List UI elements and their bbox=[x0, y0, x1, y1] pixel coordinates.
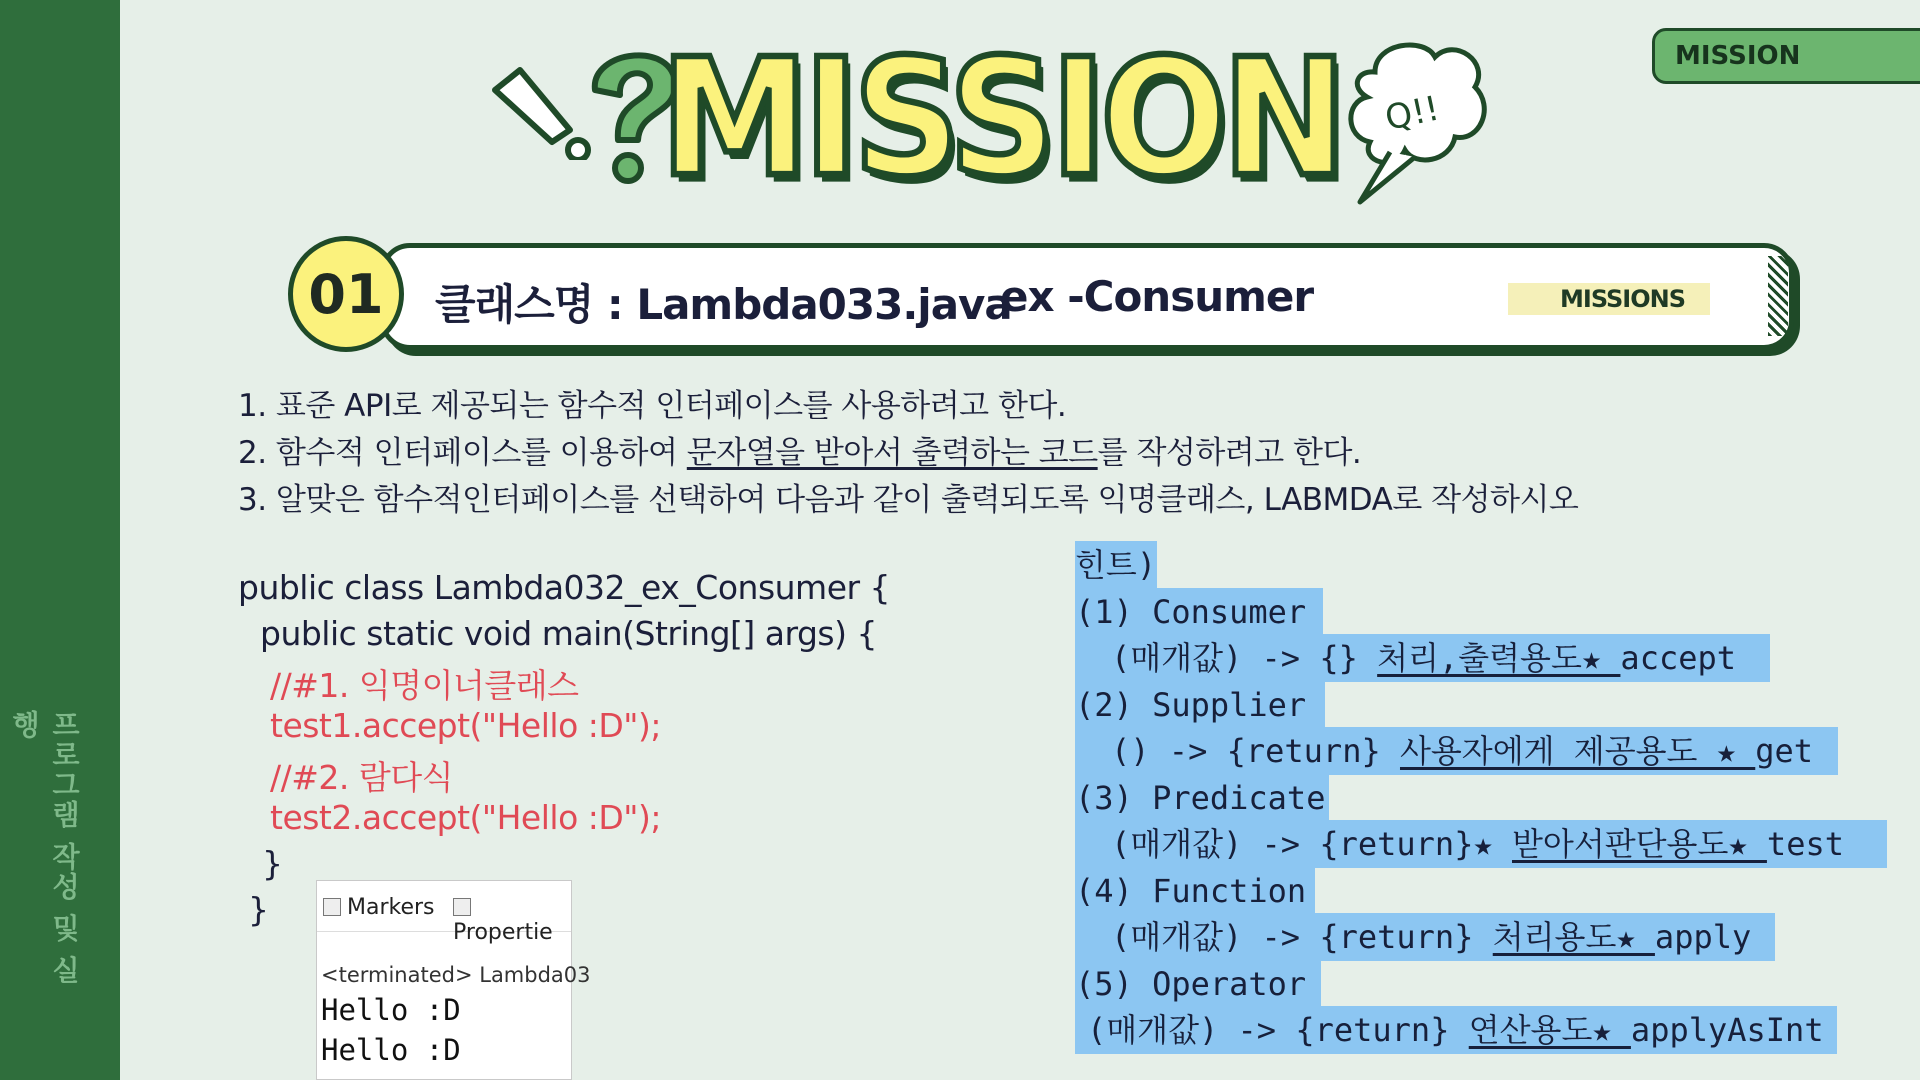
missions-badge-label: MISSIONS bbox=[1560, 285, 1686, 313]
hint-3-desc bbox=[1075, 820, 1887, 868]
console-output-1: Hello :D bbox=[321, 993, 461, 1027]
properties-icon bbox=[453, 898, 471, 916]
hint-1-desc bbox=[1075, 634, 1770, 682]
markers-tab-label: Markers bbox=[347, 895, 435, 920]
code-line-2: public static void main(String[] args) { bbox=[260, 614, 877, 653]
hint-5-usage: 연산용도★ bbox=[1468, 1011, 1631, 1049]
hint-2-desc bbox=[1075, 727, 1838, 775]
console-tabs bbox=[317, 881, 571, 945]
hint-title: 힌트) bbox=[1075, 541, 1157, 589]
class-name-title: 클래스명 : Lambda033.java bbox=[435, 280, 1012, 329]
hint-2-method: get bbox=[1755, 732, 1814, 770]
hint-2-sig: () -> {return} bbox=[1111, 732, 1400, 770]
header-stripes bbox=[1768, 256, 1788, 336]
properties-tab-label: Propertie bbox=[453, 920, 553, 945]
hint-3-usage: 받아서판단용도★ bbox=[1512, 825, 1767, 863]
hint-5-method: applyAsInt bbox=[1630, 1011, 1824, 1049]
missions-badge bbox=[1508, 283, 1710, 315]
console-panel bbox=[316, 880, 591, 1080]
hint-4-sig: (매개값) -> {return} bbox=[1111, 918, 1493, 956]
hint-5-sig: (매개값) -> {return} bbox=[1087, 1011, 1469, 1049]
mission-number: 01 bbox=[308, 263, 384, 326]
mission-tab-label: MISSION bbox=[1675, 41, 1801, 71]
sidebar bbox=[0, 0, 120, 1080]
sidebar-label: 프로그램 작성 및 실행 bbox=[8, 710, 81, 986]
hint-2-name: (2) Supplier bbox=[1075, 681, 1325, 729]
markers-icon bbox=[323, 898, 341, 916]
code-line-1: public class Lambda032_ex_Consumer { bbox=[238, 568, 891, 607]
properties-tab[interactable] bbox=[453, 895, 571, 945]
hint-1-method: accept bbox=[1620, 639, 1737, 677]
code-line-7: } bbox=[262, 844, 283, 883]
mission-number-badge bbox=[288, 236, 404, 352]
hint-1-usage: 처리,출력용도★ bbox=[1377, 639, 1621, 677]
instruction-2-underline: 문자열을 받아서 출력하는 코드 bbox=[686, 435, 1098, 471]
mission-word: MISSION bbox=[660, 25, 1342, 213]
hint-5-desc bbox=[1075, 1006, 1837, 1054]
hint-5-name: (5) Operator bbox=[1075, 960, 1321, 1008]
hint-4-name: (4) Function bbox=[1075, 867, 1315, 915]
hint-3-method: test bbox=[1766, 825, 1844, 863]
instruction-1: 1. 표준 API로 제공되는 함수적 인터페이스를 사용하려고 한다. bbox=[238, 388, 1067, 424]
mission-title bbox=[480, 20, 1500, 220]
mission-tab[interactable] bbox=[1652, 28, 1920, 84]
code-line-5: //#2. 람다식 bbox=[270, 758, 453, 797]
instruction-3: 3. 알맞은 함수적인터페이스를 선택하여 다음과 같이 출력되도록 익명클래스, LABMDA로 작성하시오 bbox=[238, 482, 1579, 518]
hint-4-desc bbox=[1075, 913, 1775, 961]
instruction-2 bbox=[238, 427, 1361, 472]
console-terminated: <terminated> Lambda03 bbox=[321, 963, 591, 987]
code-line-6: test2.accept("Hello :D"); bbox=[270, 798, 661, 837]
hint-3-sig: (매개값) -> {return}★ bbox=[1111, 825, 1512, 863]
console-output-2: Hello :D bbox=[321, 1033, 461, 1067]
code-line-3: //#1. 익명이너클래스 bbox=[270, 666, 579, 705]
code-line-8: } bbox=[248, 890, 269, 929]
hint-2-usage: 사용자에게 제공용도 ★ bbox=[1399, 732, 1756, 770]
class-subtitle: ex -Consumer bbox=[1000, 272, 1314, 321]
instruction-2-start: 2. 함수적 인터페이스를 이용하여 bbox=[238, 435, 687, 471]
hint-4-usage: 처리용도★ bbox=[1492, 918, 1655, 956]
code-line-4: test1.accept("Hello :D"); bbox=[270, 706, 661, 745]
speech-cloud-icon bbox=[1345, 32, 1495, 217]
hint-1-sig: (매개값) -> {} bbox=[1111, 639, 1378, 677]
hint-1-name: (1) Consumer bbox=[1075, 588, 1323, 636]
hint-3-name: (3) Predicate bbox=[1075, 774, 1329, 822]
hint-4-method: apply bbox=[1654, 918, 1752, 956]
markers-tab[interactable] bbox=[323, 895, 435, 920]
speech-cloud-text: Q!! bbox=[1381, 88, 1443, 139]
instruction-2-end: 를 작성하려고 한다. bbox=[1097, 435, 1362, 471]
